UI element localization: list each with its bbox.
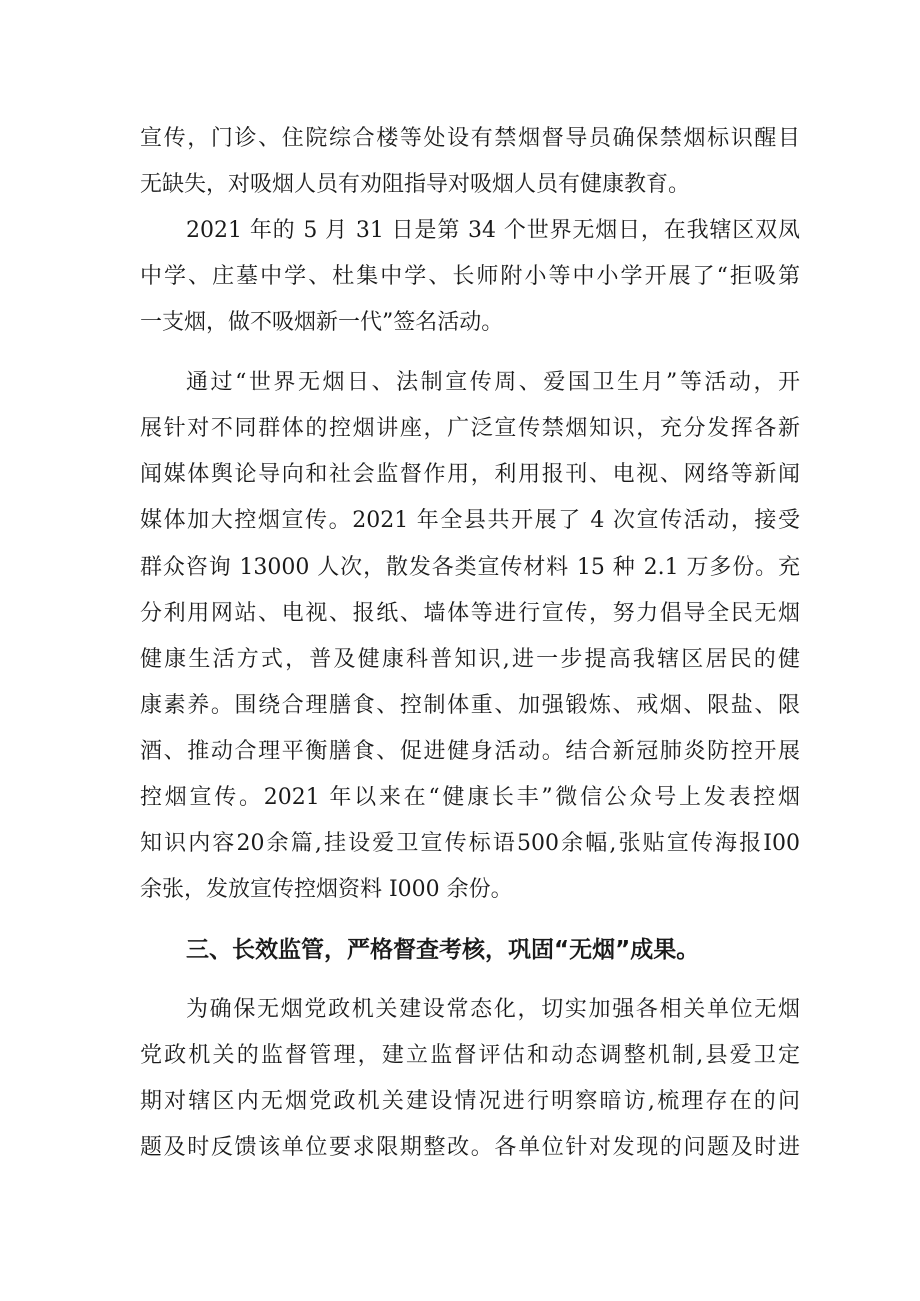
text-line: 媒体加大控烟宣传。2021 年全县共开展了 4 次宣传活动，接受 [140, 508, 800, 533]
text-line: 期对辖区内无烟党政机关建设情况进行明察暗访,梳理存在的问 [140, 1089, 800, 1114]
text-line: 余张，发放宣传控烟资料 I000 余份。 [140, 877, 513, 902]
text-line: 闻媒体舆论导向和社会监督作用，利用报刊、电视、网络等新闻 [140, 462, 800, 487]
text-line: 通过“世界无烟日、法制宣传周、爱国卫生月”等活动，开 [186, 370, 800, 395]
text-line: 一支烟，做不吸烟新一代”签名活动。 [140, 310, 504, 335]
text-line: 无缺失，对吸烟人员有劝阻指导对吸烟人员有健康教育。 [140, 172, 691, 197]
text-line: 健康生活方式，普及健康科普知识,进一步提高我辖区居民的健 [140, 647, 800, 672]
text-line: 群众咨询 13000 人次，散发各类宣传材料 15 种 2.1 万多份。充 [140, 555, 800, 580]
text-line: 党政机关的监督管理，建立监督评估和动态调整机制,县爱卫定 [140, 1043, 800, 1068]
text-line: 2021 年的 5 月 31 日是第 34 个世界无烟日，在我辖区双凤 [186, 218, 800, 243]
text-line: 为确保无烟党政机关建设常态化，切实加强各相关单位无烟 [186, 997, 800, 1022]
text-line: 知识内容20余篇,挂设爱卫宣传标语500余幅,张贴宣传海报I00 [140, 831, 800, 856]
text-line: 分利用网站、电视、报纸、墙体等进行宣传，努力倡导全民无烟 [140, 601, 800, 626]
text-line: 康素养。围绕合理膳食、控制体重、加强锻炼、戒烟、限盐、限 [140, 693, 800, 718]
section-heading: 三、长效监管，严格督查考核，巩固“无烟”成果。 [186, 937, 700, 963]
text-line: 宣传，门诊、住院综合楼等处设有禁烟督导员确保禁烟标识醒目 [140, 126, 800, 151]
text-line: 题及时反馈该单位要求限期整改。各单位针对发现的问题及时进 [140, 1135, 800, 1160]
text-line: 控烟宣传。2021 年以来在“健康长丰”微信公众号上发表控烟 [140, 785, 800, 810]
text-line: 酒、推动合理平衡膳食、促进健身活动。结合新冠肺炎防控开展 [140, 739, 800, 764]
text-line: 中学、庄墓中学、杜集中学、长师附小等中小学开展了“拒吸第 [140, 264, 800, 289]
text-line: 展针对不同群体的控烟讲座，广泛宣传禁烟知识，充分发挥各新 [140, 416, 800, 441]
